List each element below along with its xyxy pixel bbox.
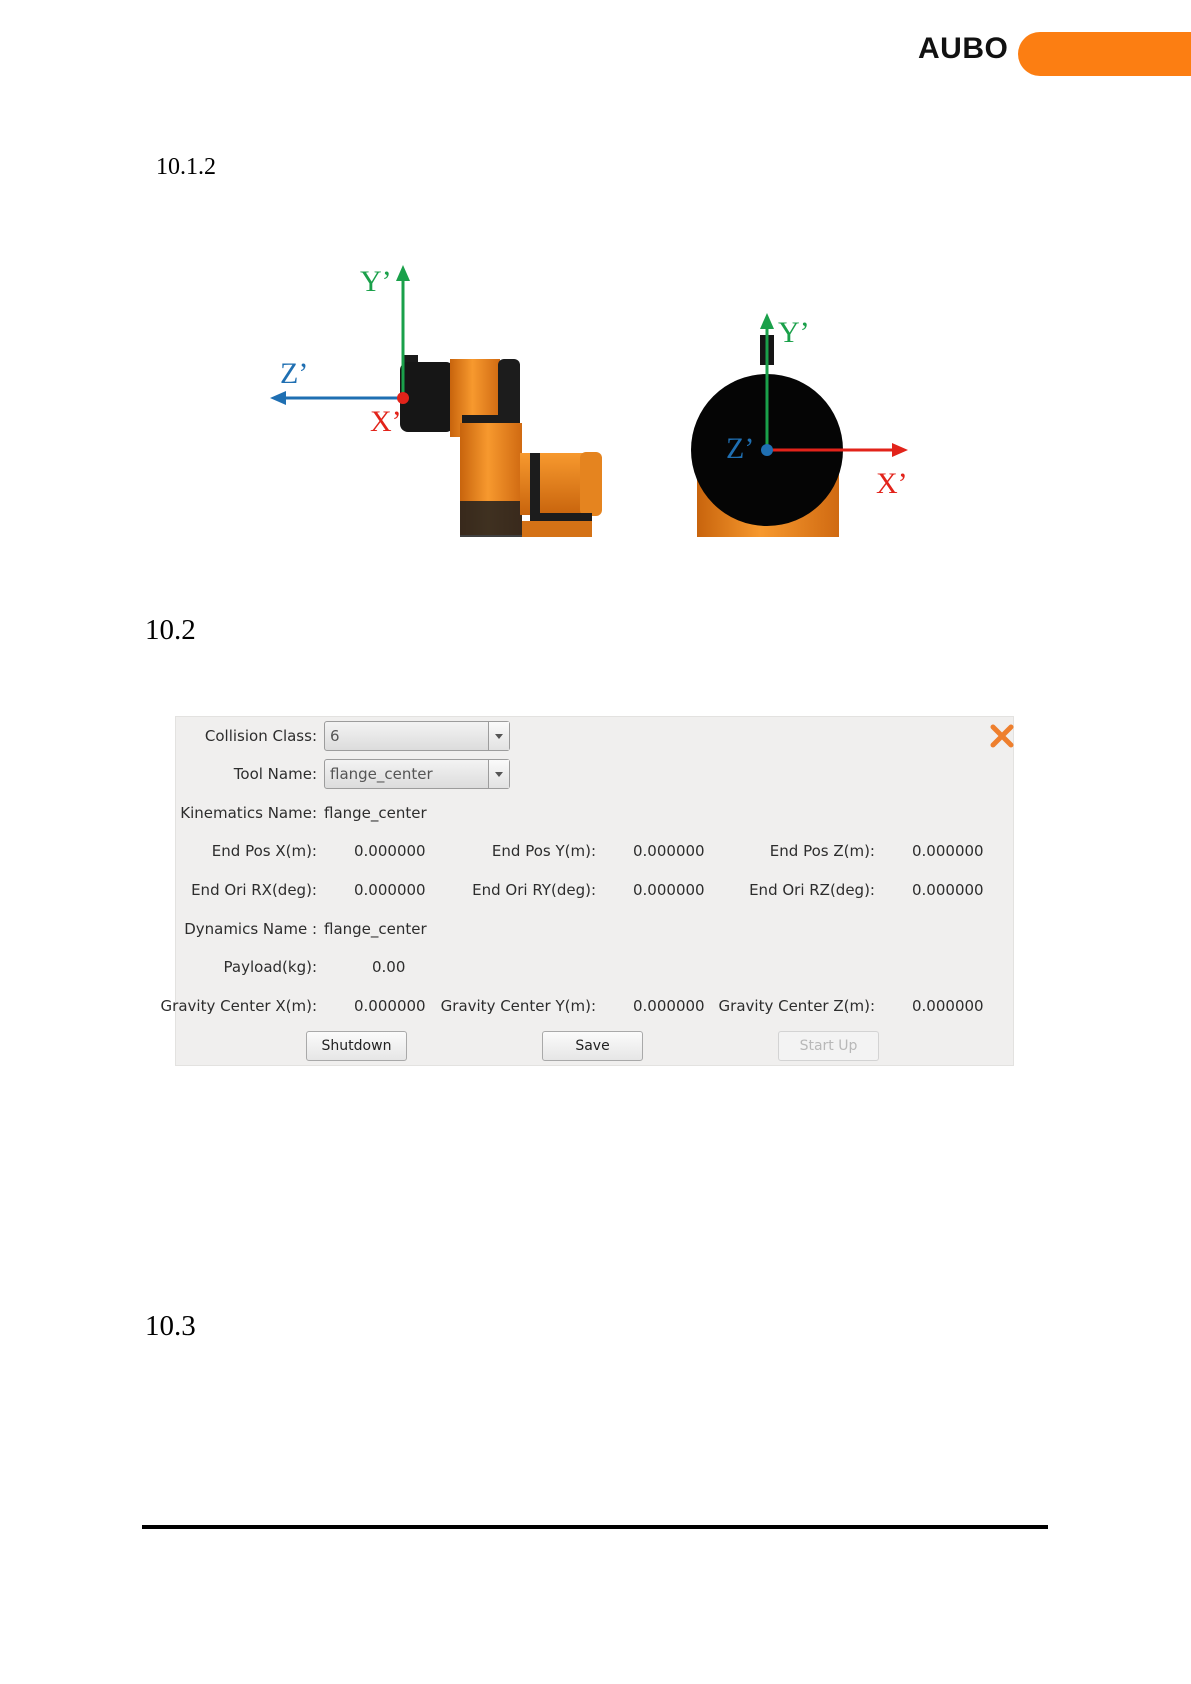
left-y-axis-label: Y’ xyxy=(360,265,392,298)
end-pos-y-label: End Pos Y(m): xyxy=(491,842,596,860)
right-z-axis-label: Z’ xyxy=(726,432,755,465)
end-ori-rz-label: End Ori RZ(deg): xyxy=(749,881,875,899)
coordinate-figure xyxy=(260,255,940,555)
gravity-center-x-label: Gravity Center X(m): xyxy=(160,997,317,1015)
gravity-center-y-value: 0.000000 xyxy=(633,997,705,1015)
section-heading-10-2: 10.2 xyxy=(145,614,196,646)
payload-label: Payload(kg): xyxy=(223,958,317,976)
tool-settings-panel xyxy=(160,716,1014,1066)
end-ori-ry-value: 0.000000 xyxy=(633,881,705,899)
kinematics-name-label: Kinematics Name: xyxy=(180,804,317,822)
end-pos-z-value: 0.000000 xyxy=(912,842,984,860)
end-pos-x-label: End Pos X(m): xyxy=(211,842,317,860)
gravity-center-x-value: 0.000000 xyxy=(354,997,426,1015)
end-pos-z-label: End Pos Z(m): xyxy=(769,842,875,860)
end-ori-rx-label: End Ori RX(deg): xyxy=(191,881,317,899)
end-pos-x-value: 0.000000 xyxy=(354,842,426,860)
end-pos-y-value: 0.000000 xyxy=(633,842,705,860)
kinematics-name-value: flange_center xyxy=(324,804,427,822)
collision-class-select[interactable] xyxy=(324,721,510,751)
end-ori-rx-value: 0.000000 xyxy=(354,881,426,899)
left-axes xyxy=(270,265,410,438)
gravity-center-z-label: Gravity Center Z(m): xyxy=(718,997,875,1015)
chevron-down-icon xyxy=(495,772,503,777)
collision-class-value: 6 xyxy=(330,727,340,745)
brand-logo: AUBO xyxy=(918,32,1009,65)
left-z-axis-label: Z’ xyxy=(280,357,309,390)
close-icon[interactable] xyxy=(987,721,1017,751)
right-y-axis-label: Y’ xyxy=(778,316,810,349)
tool-name-value: flange_center xyxy=(330,765,433,783)
dynamics-name-label: Dynamics Name : xyxy=(184,920,317,938)
section-heading-10-1-2: 10.1.2 xyxy=(156,154,216,180)
shutdown-button[interactable]: Shutdown xyxy=(306,1031,407,1061)
start-up-button[interactable]: Start Up xyxy=(778,1031,879,1061)
end-ori-rz-value: 0.000000 xyxy=(912,881,984,899)
brand-accent-bar xyxy=(1018,32,1191,76)
collision-class-label: Collision Class: xyxy=(204,727,317,745)
chevron-down-icon xyxy=(495,734,503,739)
dynamics-name-value: flange_center xyxy=(324,920,427,938)
tool-name-label: Tool Name: xyxy=(233,765,317,783)
payload-value: 0.00 xyxy=(372,958,406,976)
tool-name-select[interactable] xyxy=(324,759,510,789)
robot-side-view xyxy=(400,355,602,537)
right-x-axis-label: X’ xyxy=(876,467,908,500)
section-heading-10-3: 10.3 xyxy=(145,1310,196,1342)
footer-divider xyxy=(142,1525,1048,1529)
gravity-center-y-label: Gravity Center Y(m): xyxy=(440,997,596,1015)
gravity-center-z-value: 0.000000 xyxy=(912,997,984,1015)
left-x-axis-label: X’ xyxy=(370,405,402,438)
end-ori-ry-label: End Ori RY(deg): xyxy=(472,881,596,899)
save-button[interactable]: Save xyxy=(542,1031,643,1061)
